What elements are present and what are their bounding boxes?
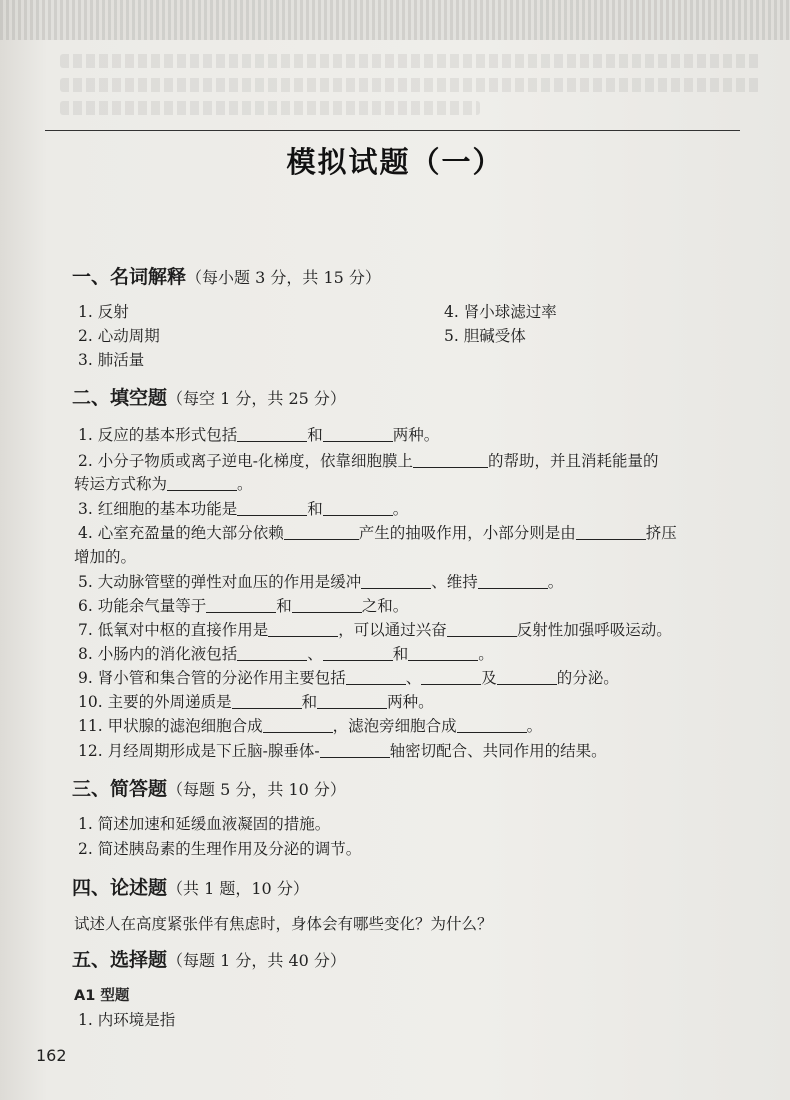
question-text: 轴密切配合、共同作用的结果。 [389,742,607,760]
term-item: 5. 胆碱受体 [444,327,526,345]
fill-question-continued [74,472,253,494]
answer-blank [323,499,393,516]
page-title: 模拟试题（一） [286,145,504,179]
fill-question [78,594,408,616]
question-text: 的分泌。 [556,669,619,687]
question-text: 10. 主要的外周递质是 [78,693,232,711]
question-text: 挤压 [645,524,677,542]
section-score-note: （每题 5 分，共 10 分） [167,780,346,799]
section-title: 五、选择题 [72,949,168,971]
fill-question [78,423,439,445]
section-score-note: （每小题 3 分，共 15 分） [186,268,381,287]
question-text: 。 [237,475,253,493]
question-text: 。 [526,717,543,735]
question-text: 两种。 [387,693,434,711]
question-text: 和 [307,426,323,444]
question-text: 转运方式称为 [74,475,168,493]
question-text: 和 [307,500,323,518]
answer-blank [167,474,237,491]
answer-blank [361,572,431,589]
question-text: 、维持 [431,573,478,591]
term-item: 2. 心动周期 [78,327,160,345]
section-heading-2 [72,383,346,410]
term-item: 1. 反射 [78,303,129,321]
question-text: 和 [392,645,409,663]
question-text: 7. 低氧对中枢的直接作用是 [78,621,269,639]
question-text: 、 [307,645,323,663]
answer-blank [413,451,488,468]
section-title: 四、论述题 [72,877,168,899]
question-text: 产生的抽吸作用，小部分则是由 [358,524,576,542]
answer-blank [237,644,307,661]
answer-blank [323,644,393,661]
question-text: 两种。 [392,426,440,444]
answer-blank [268,620,338,637]
question-text: 及 [481,669,497,687]
question-text: 2. 小分子物质或离子逆电-化梯度，依靠细胞膜上 [78,452,413,470]
question-type-label: A1 型题 [74,988,130,1004]
answer-blank [447,620,517,637]
answer-blank [478,572,548,589]
question-text: 4. 心室充盈量的绝大部分依赖 [78,524,284,542]
question-text: 5. 大动脉管壁的弹性对血压的作用是缓冲 [78,573,362,591]
answer-blank [284,523,359,540]
answer-blank [232,692,302,709]
fill-question [78,618,672,640]
fill-question [78,497,408,519]
answer-blank [323,425,393,442]
answer-blank [263,716,333,733]
question-text: 3. 红细胞的基本功能是 [78,500,238,518]
question-text: 1. 反应的基本形式包括 [78,426,238,444]
question-text: 反射性加强呼吸运动。 [516,621,672,639]
short-answer-question: 2. 简述胰岛素的生理作用及分泌的调节。 [78,840,362,858]
answer-blank [497,668,557,685]
question-text: 6. 功能余气量等于 [78,597,207,615]
question-text: 的帮助，并且消耗能量的 [487,452,659,470]
answer-blank [346,668,406,685]
question-text: ，滤泡旁细胞合成 [332,717,457,735]
question-text: 。 [478,645,494,663]
section-heading-5 [72,945,346,972]
bleed-through-text [60,78,760,92]
question-text: 和 [301,693,318,711]
question-text: 9. 肾小管和集合管的分泌作用主要包括 [78,669,346,687]
question-text: 和 [276,597,292,615]
question-text: 8. 小肠内的消化液包括 [78,645,238,663]
bleed-through-text [60,54,760,68]
fill-question-continued: 增加的。 [74,548,137,566]
short-answer-question: 1. 简述加速和延缓血液凝固的措施。 [78,815,331,833]
answer-blank [457,716,527,733]
section-heading-4 [72,873,309,900]
answer-blank [408,644,478,661]
bleed-through-text [60,101,480,115]
fill-question [78,714,542,736]
question-text: 12. 月经周期形成是下丘脑-腺垂体- [78,742,320,760]
answer-blank [320,741,390,758]
term-item: 4. 肾小球滤过率 [444,303,557,321]
question-text: 、 [405,669,422,687]
fill-question [78,642,494,664]
header-rule [45,130,740,131]
question-text: 11. 甲状腺的滤泡细胞合成 [78,717,263,735]
section-heading-1 [72,262,381,289]
question-text: 之和。 [361,597,409,615]
fill-question [78,739,607,761]
section-score-note: （每题 1 分，共 40 分） [167,951,346,970]
question-text: 。 [392,500,409,518]
section-title: 一、名词解释 [72,266,187,288]
term-item: 3. 肺活量 [78,351,145,369]
section-title: 二、填空题 [72,387,168,409]
page-number: 162 [36,1046,67,1065]
section-title: 三、简答题 [72,778,168,800]
fill-question [78,449,658,471]
answer-blank [292,596,362,613]
fill-question [78,666,619,688]
answer-blank [576,523,646,540]
fill-question [78,690,434,712]
fill-question [78,521,677,543]
answer-blank [317,692,387,709]
header-strip [0,0,790,40]
answer-blank [237,499,307,516]
section-score-note: （共 1 题，10 分） [167,879,309,898]
question-text: ，可以通过兴奋 [338,621,447,639]
choice-question: 1. 内环境是指 [78,1011,176,1029]
section-heading-3 [72,774,346,801]
fill-question [78,570,563,592]
section-score-note: （每空 1 分，共 25 分） [167,389,346,408]
essay-question: 试述人在高度紧张伴有焦虑时，身体会有哪些变化？为什么？ [74,915,493,933]
answer-blank [237,425,307,442]
question-text: 。 [547,573,564,591]
answer-blank [206,596,276,613]
answer-blank [421,668,481,685]
